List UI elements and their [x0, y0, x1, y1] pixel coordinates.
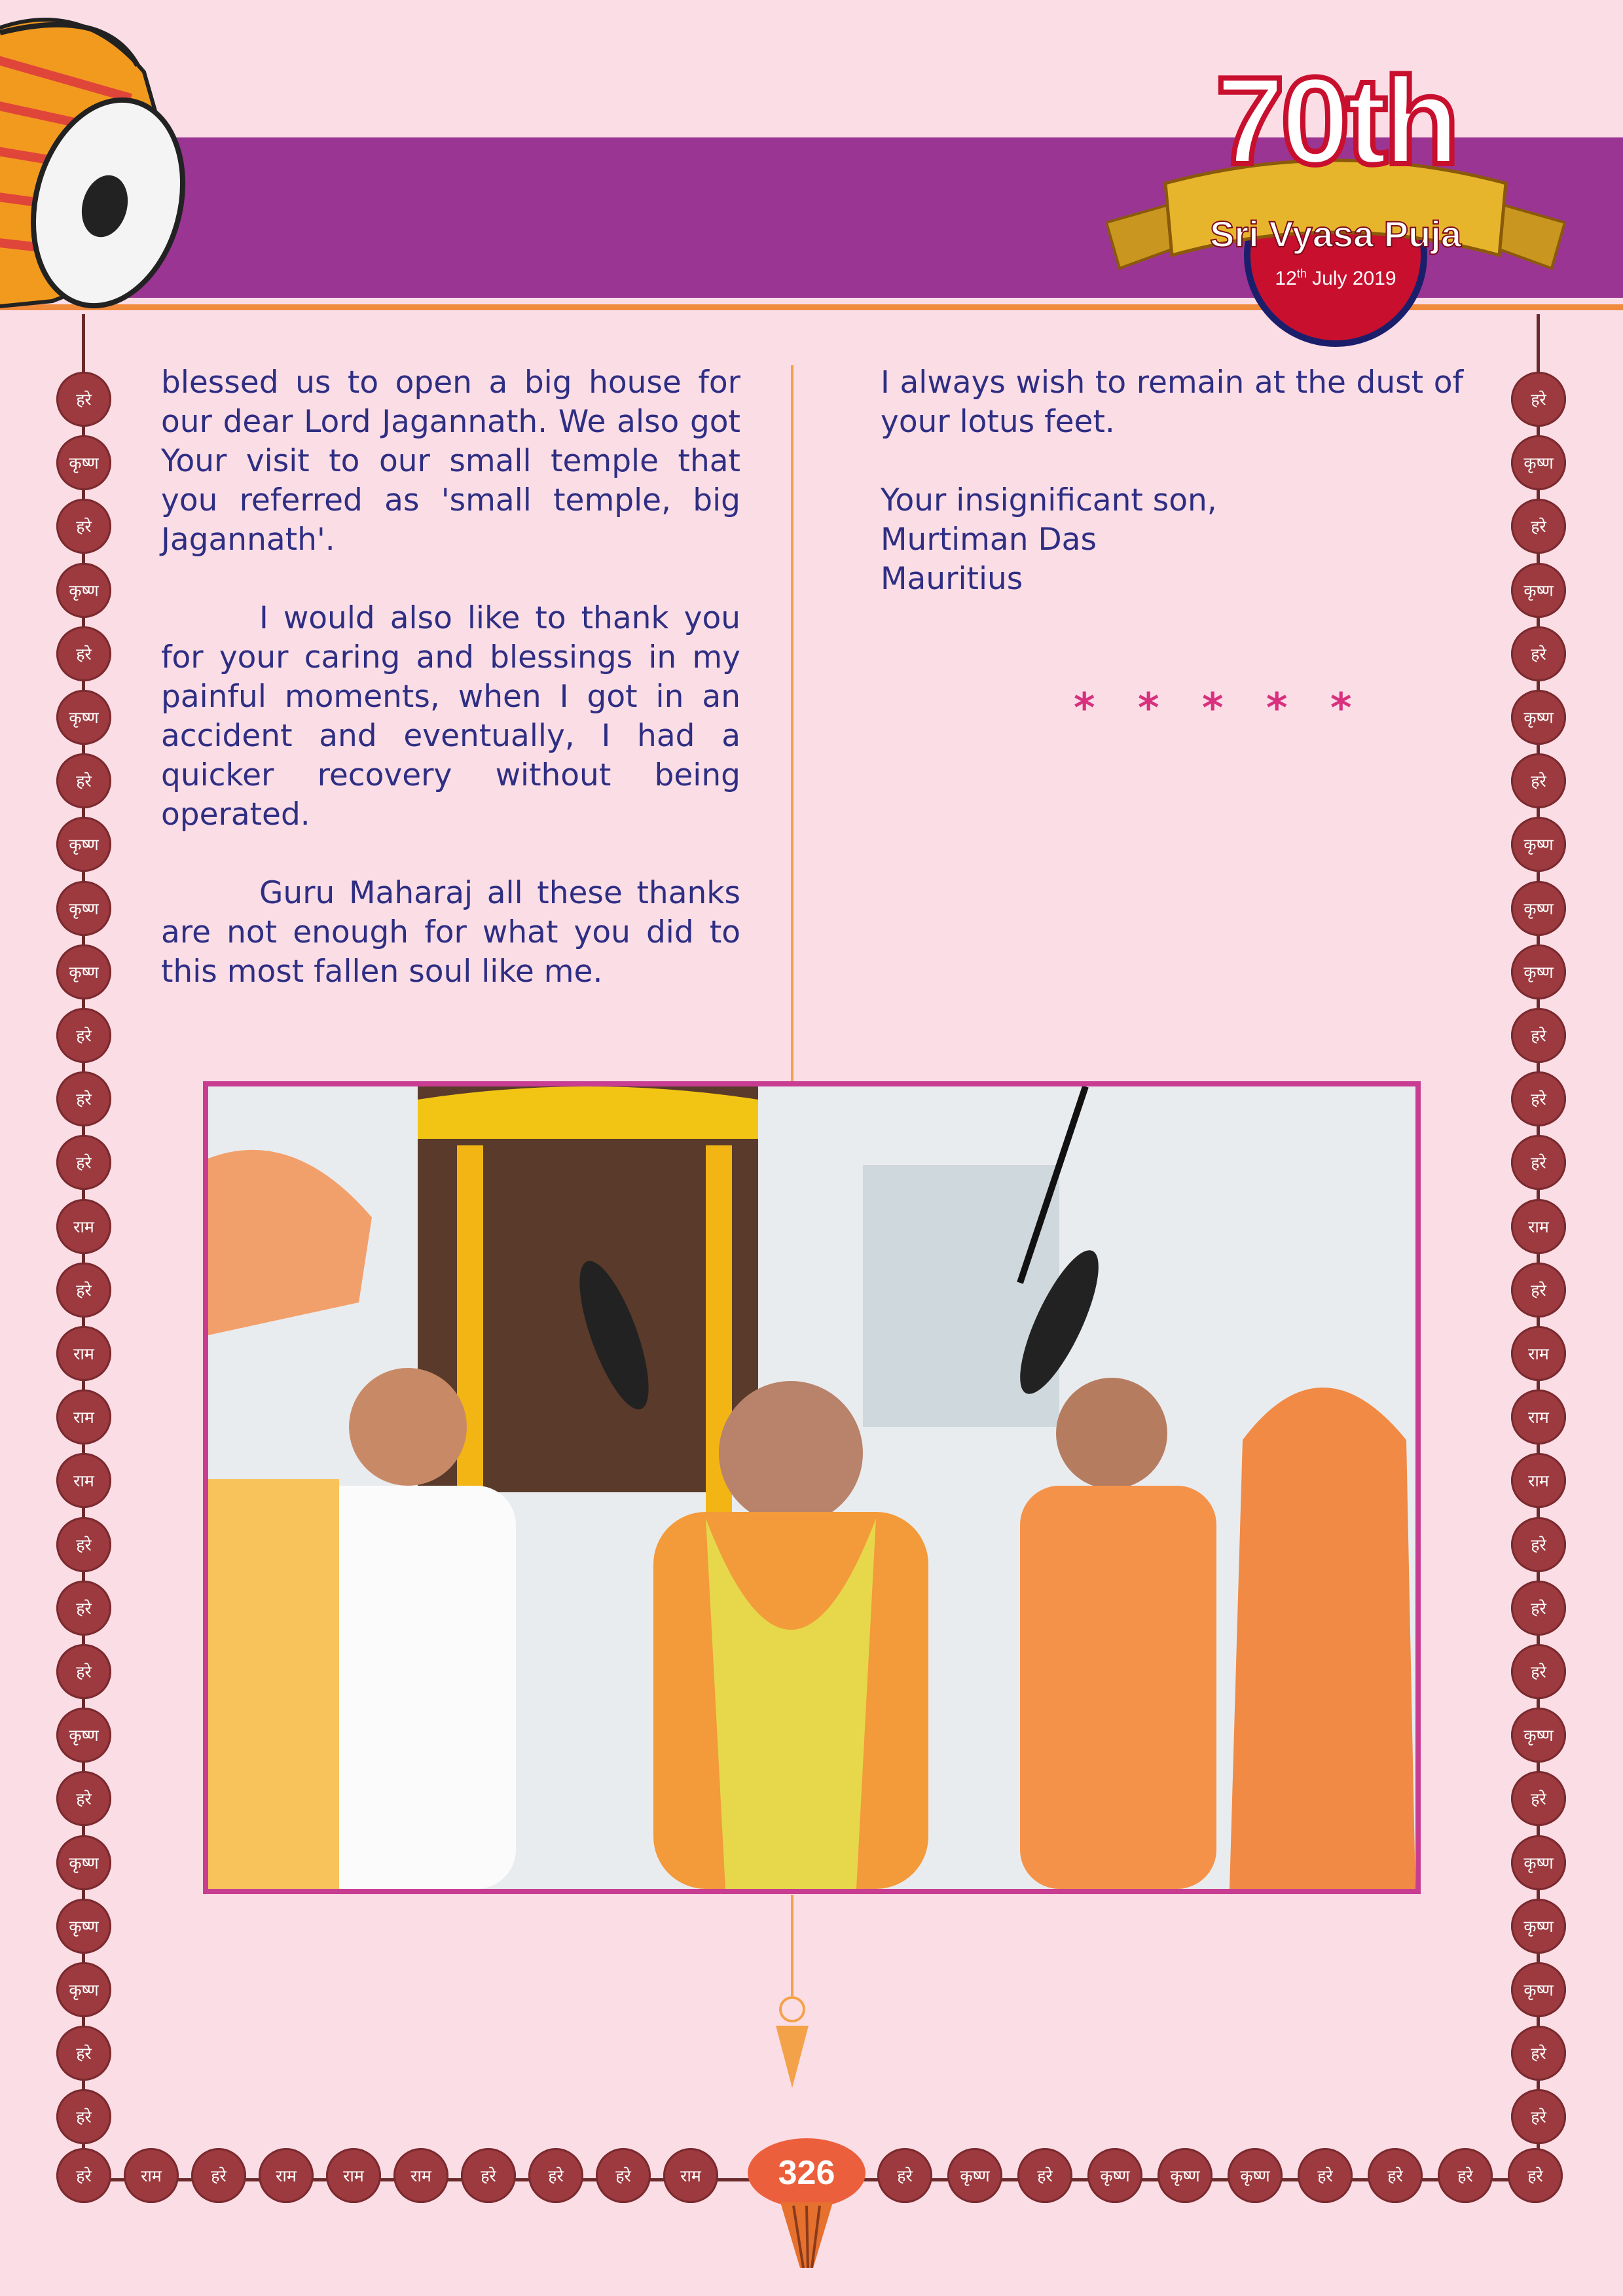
bead: हरे	[56, 1071, 111, 1126]
photo-illustration	[208, 1086, 1415, 1889]
bead: राम	[56, 1199, 111, 1254]
bead: कृष्ण	[56, 944, 111, 999]
bead: राम	[124, 2148, 179, 2203]
bead: हरे	[1508, 2148, 1563, 2203]
signature-line-2: Murtiman Das	[881, 522, 1097, 558]
badge-date-sup: th	[1296, 267, 1307, 280]
bead: हरे	[56, 372, 111, 427]
bead: राम	[393, 2148, 448, 2203]
left-column	[161, 363, 740, 1031]
pendant-drop-icon	[773, 1996, 812, 2094]
bead: हरे	[1511, 1581, 1566, 1636]
bead: हरे	[1511, 372, 1566, 427]
bead: हरे	[56, 2026, 111, 2081]
bead: हरे	[1368, 2148, 1423, 2203]
bead: हरे	[877, 2148, 932, 2203]
bead: राम	[663, 2148, 718, 2203]
bead: कृष्ण	[56, 1708, 111, 1763]
bead: कृष्ण	[947, 2148, 1002, 2203]
bead: कृष्ण	[56, 817, 111, 872]
right-column	[881, 363, 1463, 599]
bead: हरे	[528, 2148, 583, 2203]
bead: हरे	[1511, 499, 1566, 554]
bead: राम	[56, 1390, 111, 1444]
bead: कृष्ण	[1511, 944, 1566, 999]
bead: हरे	[1511, 1644, 1566, 1699]
bead: हरे	[56, 1517, 111, 1572]
bead: हरे	[56, 753, 111, 808]
badge-number: 70th	[1215, 52, 1456, 190]
bead: कृष्ण	[56, 1962, 111, 2017]
badge-date	[1205, 267, 1467, 290]
bead: कृष्ण	[1228, 2148, 1283, 2203]
bead: हरे	[1511, 1263, 1566, 1318]
bead: हरे	[1511, 1008, 1566, 1063]
bead: कृष्ण	[56, 881, 111, 936]
bead: कृष्ण	[56, 1835, 111, 1890]
bead: राम	[56, 1326, 111, 1381]
left-paragraph-3: Guru Maharaj all these thanks are not enough for what you did to this most fallen soul like me.	[161, 875, 740, 990]
bead: कृष्ण	[56, 563, 111, 618]
signature-line-1: Your insignificant son,	[881, 482, 1217, 518]
procession-photo	[203, 1081, 1421, 1894]
bead: राम	[56, 1453, 111, 1508]
signature-block	[881, 481, 1463, 599]
badge-date-rest: July 2019	[1312, 268, 1396, 289]
bead: हरे	[56, 499, 111, 554]
bead: हरे	[56, 2089, 111, 2144]
bead: हरे	[56, 1581, 111, 1636]
badge-title: Sri Vyasa Puja	[1210, 213, 1461, 255]
column-divider	[791, 365, 793, 1085]
signature-line-3: Mauritius	[881, 561, 1023, 597]
bead: हरे	[1298, 2148, 1353, 2203]
bead: हरे	[1017, 2148, 1072, 2203]
bead: हरे	[56, 1263, 111, 1318]
bead: हरे	[56, 2148, 111, 2203]
bead: राम	[1511, 1326, 1566, 1381]
bead: कृष्ण	[56, 690, 111, 745]
bead: कृष्ण	[1511, 1899, 1566, 1954]
pendant-string	[791, 1895, 793, 1996]
left-paragraph-2: I would also like to thank you for your caring and blessings in my painful moments, when I got in an accident and eventually, I had a quicker recovery without being operated.	[161, 600, 740, 833]
bead: हरे	[1511, 626, 1566, 681]
bead: हरे	[1511, 1517, 1566, 1572]
bead: राम	[259, 2148, 314, 2203]
section-separator: * * * * *	[1074, 684, 1366, 732]
bead: राम	[1511, 1390, 1566, 1444]
tassel-icon	[767, 2202, 846, 2274]
bead: हरे	[1511, 753, 1566, 808]
bead: हरे	[56, 1644, 111, 1699]
bead: हरे	[1511, 1771, 1566, 1826]
bead: हरे	[56, 1135, 111, 1190]
bead: हरे	[1511, 1071, 1566, 1126]
bead: हरे	[1511, 2089, 1566, 2144]
bead: हरे	[56, 626, 111, 681]
bead: राम	[1511, 1199, 1566, 1254]
anniversary-badge	[1106, 52, 1565, 353]
bead: कृष्ण	[56, 1899, 111, 1954]
right-paragraph-1: I always wish to remain at the dust of your lotus feet.	[881, 365, 1463, 440]
badge-date-day: 12	[1275, 268, 1297, 289]
bead: कृष्ण	[56, 435, 111, 490]
bead: राम	[326, 2148, 381, 2203]
bead: हरे	[1438, 2148, 1493, 2203]
bead: हरे	[1511, 1135, 1566, 1190]
bead: कृष्ण	[1511, 881, 1566, 936]
bead: हरे	[191, 2148, 246, 2203]
bead: हरे	[56, 1008, 111, 1063]
bead: हरे	[1511, 2026, 1566, 2081]
mridanga-drum-icon	[0, 0, 210, 321]
bead: कृष्ण	[1158, 2148, 1213, 2203]
bead: कृष्ण	[1511, 1708, 1566, 1763]
bead: हरे	[56, 1771, 111, 1826]
bead: हरे	[461, 2148, 516, 2203]
bead: कृष्ण	[1511, 690, 1566, 745]
bead: कृष्ण	[1087, 2148, 1142, 2203]
page-number: 326	[748, 2138, 866, 2208]
left-paragraph-1: blessed us to open a big house for our dear Lord Jagannath. We also got Your visit to our small temple that you referred as 'small temple, big Jagannath'.	[161, 365, 740, 558]
bead: कृष्ण	[1511, 817, 1566, 872]
bead: राम	[1511, 1453, 1566, 1508]
bead: कृष्ण	[1511, 1962, 1566, 2017]
bead: कृष्ण	[1511, 563, 1566, 618]
bead: कृष्ण	[1511, 435, 1566, 490]
bead: हरे	[596, 2148, 651, 2203]
bead: कृष्ण	[1511, 1835, 1566, 1890]
